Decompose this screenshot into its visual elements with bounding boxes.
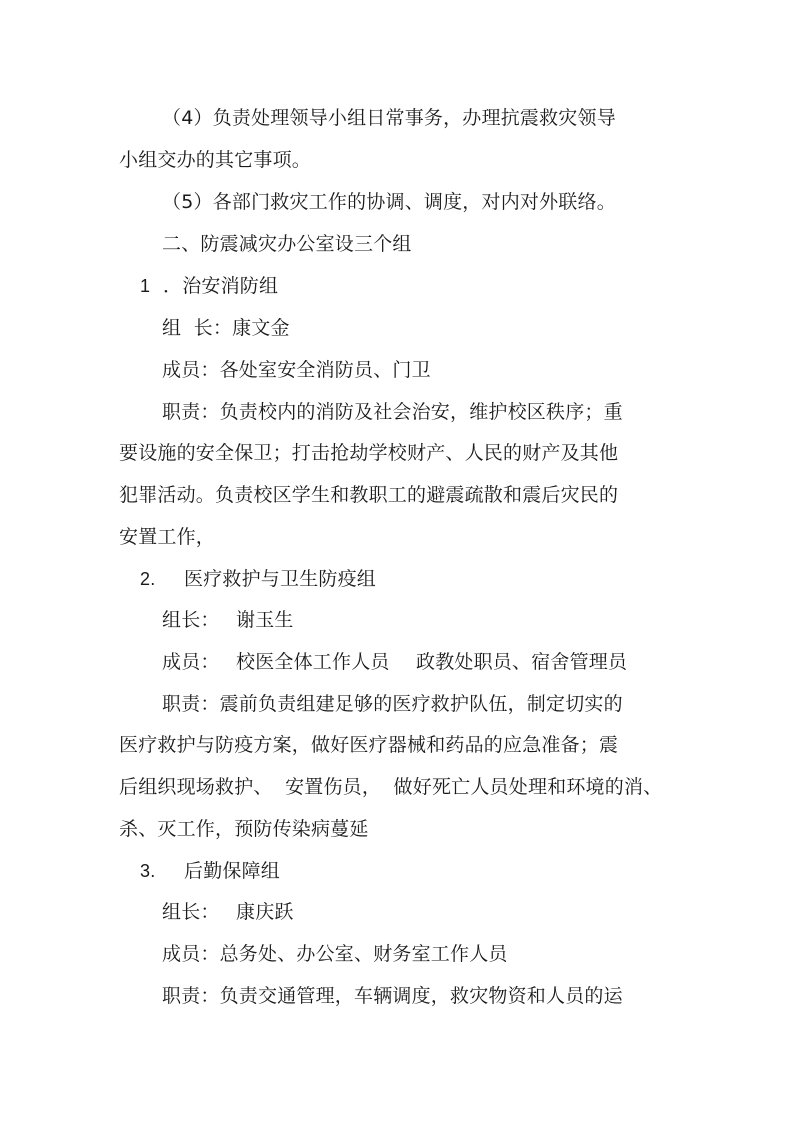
group-3-title: 后勤保障组 — [184, 860, 281, 882]
group-1-leader: 组 长：康文金 — [162, 317, 290, 339]
group-2-title: 医疗救护与卫生防疫组 — [184, 568, 377, 590]
paragraph-5: （5）各部门救灾工作的协调、调度，对内对外联络。 — [162, 191, 616, 213]
group-2-leader-label: 组长： — [162, 609, 220, 631]
group-2-duty-line-2: 医疗救护与防疫方案，做好医疗器械和药品的应急准备；震 — [119, 734, 619, 756]
group-1-duty-line-4: 安置工作， — [119, 526, 216, 548]
group-1-duty-line-3: 犯罪活动。负责校区学生和教职工的避震疏散和震后灾民的 — [119, 484, 619, 506]
section-title: 二、防震减灾办公室设三个组 — [162, 233, 412, 255]
paragraph-4-line-1: （4）负责处理领导小组日常事务，办理抗震救灾领导 — [162, 107, 616, 129]
group-2-members-b: 政教处职员、宿舍管理员 — [416, 651, 628, 673]
group-2-duty-line-1: 职责：震前负责组建足够的医疗救护队伍，制定切实的 — [162, 693, 623, 715]
group-2-leader-name: 谢玉生 — [236, 609, 294, 631]
group-3-members: 成员：总务处、办公室、财务室工作人员 — [162, 943, 508, 965]
group-1-duty-line-1: 职责：负责校内的消防及社会治安，维护校区秩序；重 — [162, 401, 623, 423]
group-1-duty-line-2: 要设施的安全保卫；打击抢劫学校财产、人民的财产及其他 — [119, 442, 619, 464]
group-2-members-label: 成员： — [162, 651, 220, 673]
group-2-members-a: 校医全体工作人员 — [236, 651, 390, 673]
group-3-duty-line-1: 职责：负责交通管理，车辆调度，救灾物资和人员的运 — [162, 985, 623, 1007]
group-3-number: 3. — [140, 861, 156, 881]
group-1-members: 成员：各处室安全消防员、门卫 — [162, 359, 431, 381]
paragraph-4-line-2: 小组交办的其它事项。 — [119, 149, 312, 171]
group-3-leader-name: 康庆跃 — [236, 901, 294, 923]
group-2-duty-line-3: 后组织现场救护、 安置伤员， 做好死亡人员处理和环境的消、 — [119, 776, 663, 798]
group-3-leader-label: 组长： — [162, 901, 220, 923]
group-2-duty-line-4: 杀、灭工作，预防传染病蔓延 — [119, 818, 369, 840]
group-1-title: ．治安消防组 — [163, 275, 279, 297]
group-2-number: 2. — [140, 569, 156, 589]
group-1-number: 1 — [140, 276, 151, 296]
